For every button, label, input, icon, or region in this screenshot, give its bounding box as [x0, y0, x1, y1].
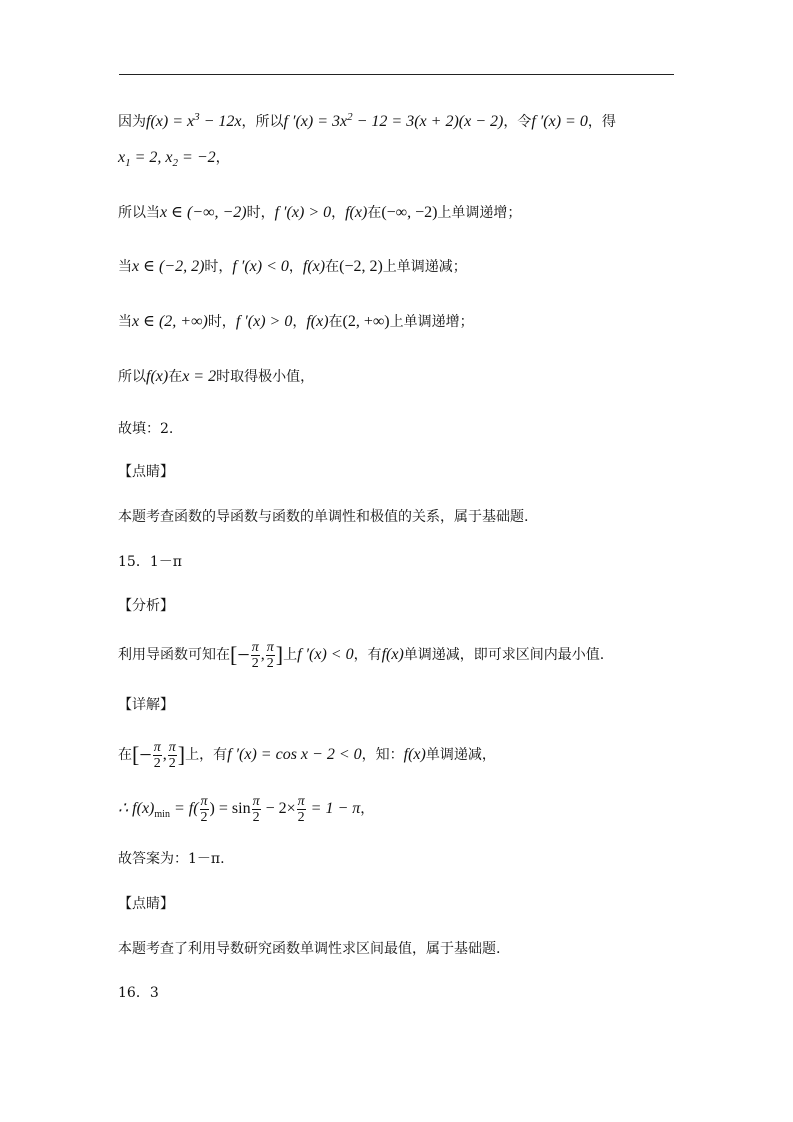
fraction-pi-over-2: $\frac{\pi}{2}$: [251, 639, 259, 671]
derivative-line: [118, 107, 616, 132]
fraction-pi-over-2: $\frac{\pi}{2}$: [266, 639, 274, 671]
interval-2: x ∈ (−2, 2): [132, 258, 205, 275]
text-because: 因为: [118, 114, 146, 130]
section-comment-1: 【点睛】: [118, 464, 174, 480]
fraction-pi-over-2: $\frac{\pi}{2}$: [153, 739, 161, 771]
derivative-sign-1: f ′(x) > 0: [274, 204, 332, 221]
detail-line-1: 在[− $\frac{\pi}{2}$ , $\frac{\pi}{2}$ ]上，有f ′(x) = cos x − 2 < 0，知：f(x)单调递减，: [118, 739, 496, 771]
comment-text-2: 本题考查了利用导数研究函数单调性求区间最值，属于基础题.: [118, 941, 501, 957]
question-16-answer: 16．3: [118, 985, 159, 1001]
answer-14: 故填：2.: [118, 421, 174, 437]
comment-text-1: 本题考查函数的导函数与函数的单调性和极值的关系，属于基础题.: [118, 509, 529, 525]
fraction-pi-over-2: $\frac{\pi}{2}$: [168, 739, 176, 771]
question-15-answer: 15．1－π: [118, 554, 182, 570]
fraction-pi-over-2: $\frac{\pi}{2}$: [200, 793, 208, 825]
text-get: ，得: [587, 114, 616, 130]
header-rule: [119, 74, 674, 75]
increasing-line-2: 当x ∈ (2, +∞)时，f ′(x) > 0，f(x)在(2, +∞)上单调递增；: [118, 313, 474, 330]
fraction-pi-over-2: $\frac{\pi}{2}$: [297, 793, 305, 825]
function-def: $f(x) = x^3 - 12x$: [146, 111, 242, 130]
text-so: ，所以: [241, 114, 284, 130]
answer-15: 故答案为：1－π.: [118, 851, 225, 867]
derivative-def: f $'(x) = 3x^2 - 12 = 3(x + 2)(x - 2)$: [283, 111, 504, 130]
roots-line: $x_1 = 2$, $x_2 = -2$，: [118, 149, 230, 169]
text-let: ，令: [503, 114, 532, 130]
decreasing-line: 当x ∈ (−2, 2)时，f ′(x) < 0，f(x)在(−2, 2)上单调递减；: [118, 258, 467, 275]
roots: $x_1 = 2$, $x_2 = -2$: [118, 149, 216, 169]
derivative-sign-2: f ′(x) < 0: [232, 258, 289, 275]
derivative-zero: f ′(x) = 0: [531, 113, 588, 130]
analysis-line: 利用导函数可知在[− $\frac{\pi}{2}$ , $\frac{\pi}{2}$ ]上f ′(x) < 0，有f(x)单调递减，即可求区间内最小值.: [118, 639, 605, 671]
section-detail: 【详解】: [118, 697, 174, 713]
interval-3: x ∈ (2, +∞): [132, 313, 208, 330]
minimum-line: 所以f(x)在x = 2时取得极小值，: [118, 368, 315, 385]
section-comment-2: 【点睛】: [118, 896, 174, 912]
increasing-line-1: 所以当x ∈ (−∞, −2)时，f ′(x) > 0，f(x)在(−∞, −2)上单调递增；: [118, 204, 522, 221]
fraction-pi-over-2: $\frac{\pi}{2}$: [252, 793, 260, 825]
minimum-computation: ∴ $f(x)_{min} = f$( $\frac{\pi}{2}$ ) = sin $\frac{\pi}{2}$ − 2× $\frac{\pi}{2}$ = 1 − π，: [118, 793, 375, 825]
interval-1: x ∈ (−∞, −2): [160, 204, 247, 221]
section-analysis: 【分析】: [118, 598, 174, 614]
derivative-sign-3: f ′(x) > 0: [235, 313, 293, 330]
